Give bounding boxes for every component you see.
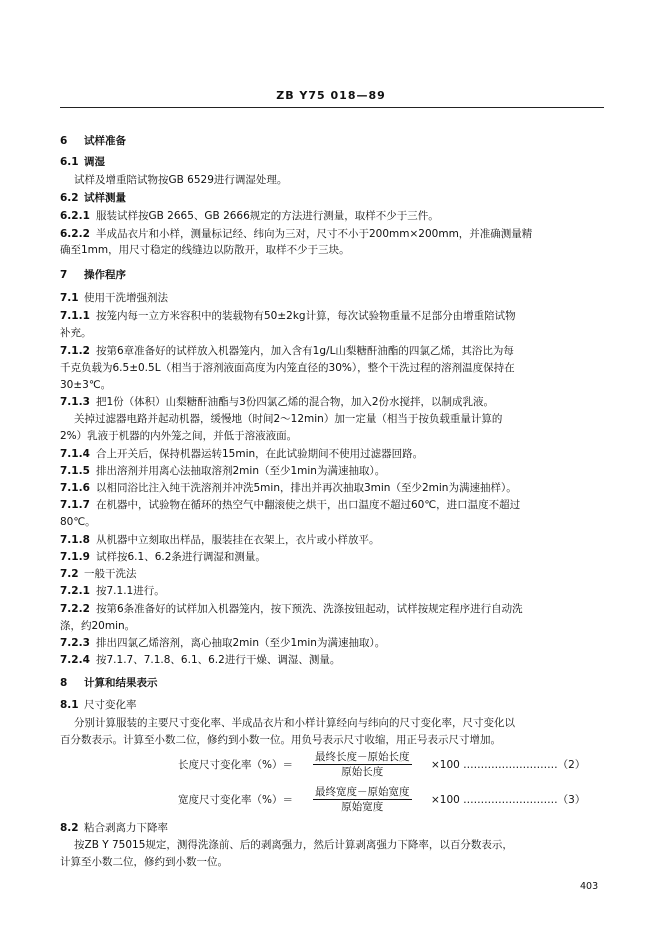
section-6-2-heading: 6.2 试样测量 <box>60 192 126 204</box>
section-7-1-2-cont2: 30±3℃。 <box>60 379 112 391</box>
section-7-heading: 7 操作程序 <box>60 269 126 281</box>
formula-width-denominator: 原始宽度 <box>341 801 384 813</box>
formula-length-change <box>178 750 598 780</box>
formula-width-lhs: 宽度尺寸变化率（%）＝ <box>178 794 293 806</box>
section-8-1-text-cont: 百分数表示。计算至小数二位，修约到小数一位。用负号表示尺寸收缩，用正号表示尺寸增加。 <box>60 734 501 746</box>
header-rule <box>60 107 604 108</box>
section-6-2-2-cont: 确至1mm，用尺寸稳定的线缝边以防散开，取样不少于三块。 <box>60 244 350 256</box>
section-8-1-heading: 8.1 尺寸变化率 <box>60 699 137 711</box>
section-7-1-1-cont: 补充。 <box>60 327 92 339</box>
section-7-2-2: 7.2.2 按第6条准备好的试样加入机器笼内，按下预洗、洗涤按钮起动，试样按规定程序进行自动洗 <box>60 603 523 615</box>
section-7-1-1: 7.1.1 按笼内每一立方米容积中的装载物有50±2kg计算，每次试验物重量不足部分由增重陪试物 <box>60 310 516 322</box>
section-8-2-heading: 8.2 粘合剥离力下降率 <box>60 822 168 834</box>
section-7-2-heading: 7.2 一般干洗法 <box>60 568 137 580</box>
section-7-1-2: 7.1.2 按第6章准备好的试样放入机器笼内，加入含有1g/L山梨糖酐油酯的四氯乙烯，其浴比为每 <box>60 345 514 357</box>
section-8-1-text: 分别计算服装的主要尺寸变化率、半成品衣片和小样计算经向与纬向的尺寸变化率，尺寸变化以 <box>74 717 515 729</box>
section-7-1-4: 7.1.4 合上开关后，保持机器运转15min，在此试验期间不使用过滤器回路。 <box>60 448 424 460</box>
formula-width-fraction <box>313 785 412 814</box>
formula-width-change <box>178 785 598 815</box>
section-7-2-4: 7.2.4 按7.1.7、7.1.8、6.1、6.2进行干燥、调湿、测量。 <box>60 654 341 666</box>
section-6-2-2: 6.2.2 半成品衣片和小样，测量标记经、纬向为三对，尺寸不小于200mm×200mm，并准确测量精 <box>60 228 533 240</box>
section-6-heading: 6 试样准备 <box>60 135 126 147</box>
section-7-2-3: 7.2.3 排出四氯乙烯溶剂，离心抽取2min（至少1min为满速抽取）。 <box>60 637 386 649</box>
formula-length-denominator: 原始长度 <box>341 766 384 778</box>
document-code-header: ZB Y75 018—89 <box>276 89 386 102</box>
formula-length-lhs: 长度尺寸变化率（%）＝ <box>178 759 293 771</box>
section-7-1-7: 7.1.7 在机器中，试验物在循环的热空气中翻滚使之烘干，出口温度不超过60℃，进口温度不超过 <box>60 499 521 511</box>
section-8-2-text-cont: 计算至小数二位，修约到小数一位。 <box>60 856 228 868</box>
section-7-1-2-cont1: 千克负载为6.5±0.5L（相当于溶剂液面高度为内笼直径的30%），整个干洗过程的溶剂温度保持在 <box>60 362 515 374</box>
section-7-1-3-para2: 关掉过滤器电路并起动机器，缓慢地（时间2～12min）加一定量（相当于按负载重量计算的 <box>74 413 503 425</box>
section-7-1-heading: 7.1 使用干洗增强剂法 <box>60 292 168 304</box>
formula-length-rhs: ×100 ………………………（2） <box>431 759 586 771</box>
section-7-2-2-cont: 涤，约20min。 <box>60 620 136 632</box>
section-7-1-9: 7.1.9 试样按6.1、6.2条进行调湿和测量。 <box>60 551 266 563</box>
section-7-1-7-cont: 80℃。 <box>60 516 96 528</box>
section-7-1-6: 7.1.6 以相同浴比注入纯干洗溶剂并冲洗5min，排出并再次抽取3min（至少2min为满速抽样）。 <box>60 482 517 494</box>
section-8-2-text: 按ZB Y 75015规定，测得洗涤前、后的剥离强力，然后计算剥离强力下降率，以百分数表示， <box>74 839 513 851</box>
section-8-heading: 8 计算和结果表示 <box>60 677 158 689</box>
page-number: 403 <box>580 881 599 892</box>
section-7-1-3-para2-cont: 2%）乳液于机器的内外笼之间，并低于溶液液面。 <box>60 430 298 442</box>
section-7-2-1: 7.2.1 按7.1.1进行。 <box>60 585 165 597</box>
formula-width-rhs: ×100 ………………………（3） <box>431 794 586 806</box>
formula-length-numerator: 最终长度－原始长度 <box>315 751 410 763</box>
formula-length-fraction <box>313 750 412 779</box>
formula-width-numerator: 最终宽度－原始宽度 <box>315 786 410 798</box>
section-6-1-text: 试样及增重陪试物按GB 6529进行调湿处理。 <box>74 174 288 186</box>
section-6-2-1: 6.2.1 服装试样按GB 2665、GB 2666规定的方法进行测量，取样不少于三件。 <box>60 210 439 222</box>
section-6-1-heading: 6.1 调湿 <box>60 156 105 168</box>
section-7-1-8: 7.1.8 从机器中立刻取出样品，服装挂在衣架上，衣片或小样放平。 <box>60 534 380 546</box>
section-7-1-5: 7.1.5 排出溶剂并用离心法抽取溶剂2min（至少1min为满速抽取）。 <box>60 465 386 477</box>
section-7-1-3: 7.1.3 把1份（体积）山梨糖酐油酯与3份四氯乙烯的混合物，加入2份水搅拌，以制成乳液。 <box>60 396 495 408</box>
